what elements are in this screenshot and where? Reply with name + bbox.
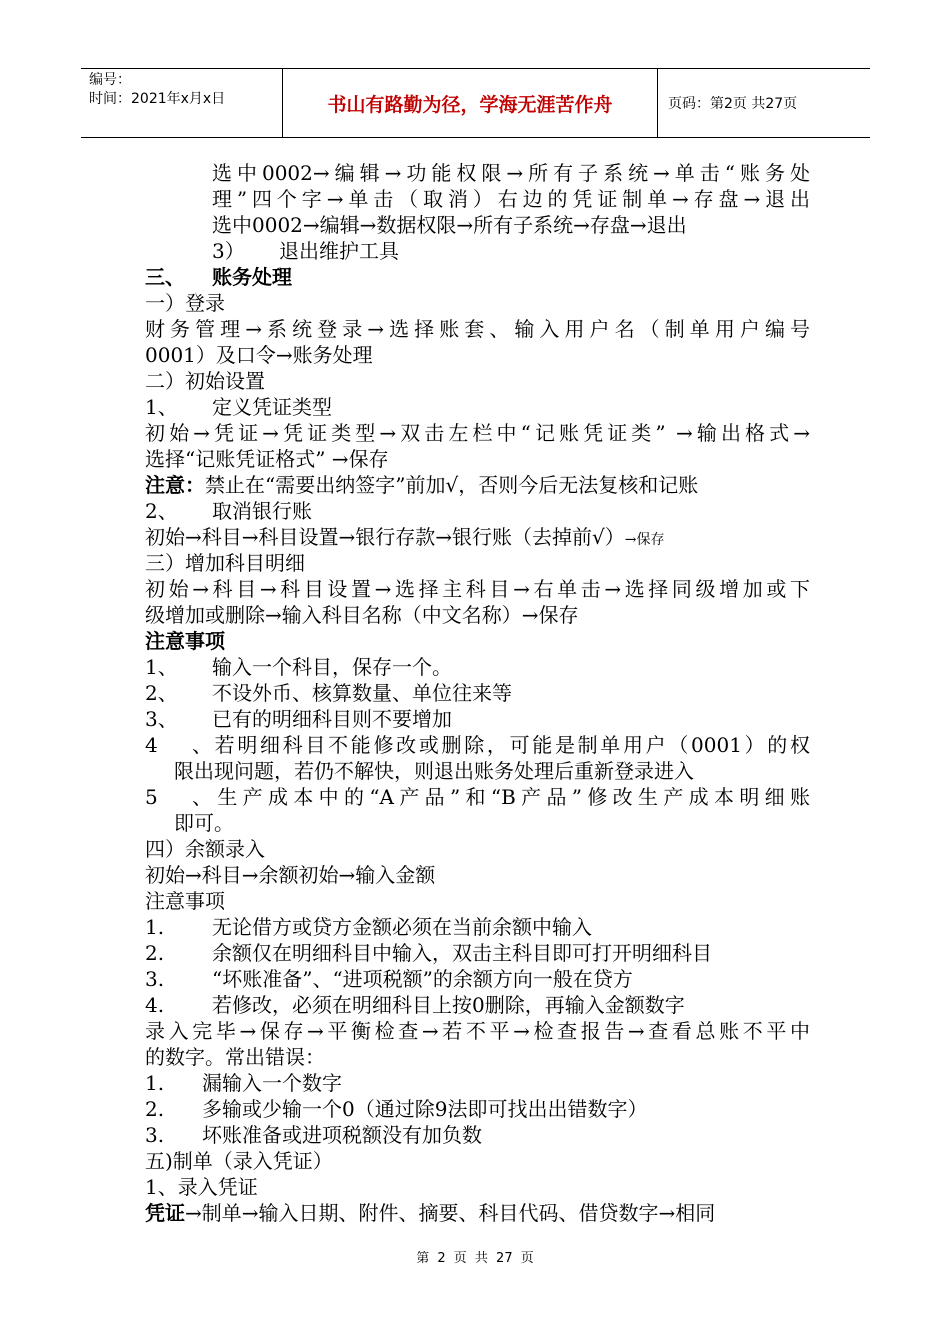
text-line: 理”四个字→单击（取消）右边的凭证制单→存盘→退出 xyxy=(212,187,810,211)
list-item: 3. 坏账准备或进项税额没有加负数 xyxy=(145,1123,482,1147)
list-marker: 2、 xyxy=(145,681,178,705)
page-footer: 第 2 页 共 27 页 xyxy=(416,1251,534,1266)
list-item: 3） 退出维护工具 xyxy=(212,239,399,263)
page-number-label: 页码：第2页 共27页 xyxy=(668,96,798,112)
document-body xyxy=(145,160,810,1226)
date-label: 时间：2021年x月x日 xyxy=(89,91,226,107)
list-marker: 3. xyxy=(145,967,165,991)
text-line: 0001）及口令→账务处理 xyxy=(145,343,373,367)
list-marker: 2. xyxy=(145,1097,165,1121)
list-marker: 1. xyxy=(145,915,165,939)
text-line: 即可。 xyxy=(174,811,234,835)
list-marker: 三、 xyxy=(145,265,185,289)
list-marker: 3、 xyxy=(145,707,178,731)
note-label: 注意： xyxy=(145,473,205,497)
list-item: 1. 无论借方或贷方金额必须在当前余额中输入 xyxy=(145,915,592,939)
bold-term: 凭证 xyxy=(145,1201,185,1225)
subsection-heading: 一）登录 xyxy=(145,291,225,315)
page-header xyxy=(81,68,870,138)
subsection-heading: 四）余额录入 xyxy=(145,837,265,861)
text-line: 选中0002→编辑→数据权限→所有子系统→存盘→退出 xyxy=(212,213,687,237)
code-label: 编号： xyxy=(89,72,131,88)
list-marker: 3） xyxy=(212,239,245,263)
list-marker: 3. xyxy=(145,1123,165,1147)
list-item: 3. “坏账准备”、“进项税额”的余额方向一般在贷方 xyxy=(145,967,633,991)
text-line: 初始→凭证→凭证类型→双击左栏中“记账凭证类” →输出格式→ xyxy=(145,421,810,445)
text-line: 选择“记账凭证格式” →保存 xyxy=(145,447,389,471)
list-item: 2. 余额仅在明细科目中输入，双击主科目即可打开明细科目 xyxy=(145,941,712,965)
list-marker: 1. xyxy=(145,1071,165,1095)
list-marker: 2、 xyxy=(145,499,178,523)
list-item: 2、 不设外币、核算数量、单位往来等 xyxy=(145,681,512,705)
text-line: 限出现问题，若仍不解快，则退出账务处理后重新登录进入 xyxy=(174,759,694,783)
list-item: 4、若明细科目不能修改或删除，可能是制单用户（0001）的权 xyxy=(145,733,810,757)
note-line: 注意：禁止在“需要出纳签字”前加√，否则今后无法复核和记账 xyxy=(145,473,699,497)
list-item: 1、 定义凭证类型 xyxy=(145,395,332,419)
list-item: 2、 取消银行账 xyxy=(145,499,312,523)
header-left-cell xyxy=(81,69,283,137)
list-marker: 1、 xyxy=(145,395,178,419)
list-marker: 1、 xyxy=(145,655,178,679)
text-line: 初始→科目→余额初始→输入金额 xyxy=(145,863,436,887)
subsection-heading: 三）增加科目明细 xyxy=(145,551,305,575)
notes-heading: 注意事项 xyxy=(145,629,225,653)
list-item: 5、生产成本中的“A产品”和“B产品”修改生产成本明细账 xyxy=(145,785,810,809)
motto: 书山有路勤为径，学海无涯苦作舟 xyxy=(283,69,658,137)
list-item: 1、 输入一个科目，保存一个。 xyxy=(145,655,452,679)
text-line: 级增加或删除→输入科目名称（中文名称）→保存 xyxy=(145,603,579,627)
text-line: 财务管理→系统登录→选择账套、输入用户名（制单用户编号 xyxy=(145,317,810,341)
text-line: 的数字。常出错误： xyxy=(145,1045,325,1069)
notes-heading: 注意事项 xyxy=(145,889,225,913)
subsection-heading: 二）初始设置 xyxy=(145,369,265,393)
list-item: 1. 漏输入一个数字 xyxy=(145,1071,342,1095)
text-line: 1、录入凭证 xyxy=(145,1175,258,1199)
section-heading: 三、 账务处理 xyxy=(145,265,292,289)
list-marker: 2. xyxy=(145,941,165,965)
text-line: 初始→科目→科目设置→选择主科目→右单击→选择同级增加或下 xyxy=(145,577,810,601)
list-item: 2. 多输或少输一个0（通过除9法即可找出出错数字） xyxy=(145,1097,648,1121)
text-line: 初始→科目→科目设置→银行存款→银行账（去掉前√）→保存 xyxy=(145,525,665,549)
subsection-heading: 五)制单（录入凭证） xyxy=(145,1149,333,1173)
text-line: 凭证→制单→输入日期、附件、摘要、科目代码、借贷数字→相同 xyxy=(145,1201,716,1225)
text-line: 录入完毕→保存→平衡检查→若不平→检查报告→查看总账不平中 xyxy=(145,1019,810,1043)
text-line: 选中0002→编辑→功能权限→所有子系统→单击“账务处 xyxy=(212,161,810,185)
list-item: 3、 已有的明细科目则不要增加 xyxy=(145,707,452,731)
list-item: 4. 若修改，必须在明细科目上按0删除，再输入金额数字 xyxy=(145,993,685,1017)
list-marker: 5、 xyxy=(145,785,212,809)
list-marker: 4、 xyxy=(145,733,212,757)
list-marker: 4. xyxy=(145,993,165,1017)
